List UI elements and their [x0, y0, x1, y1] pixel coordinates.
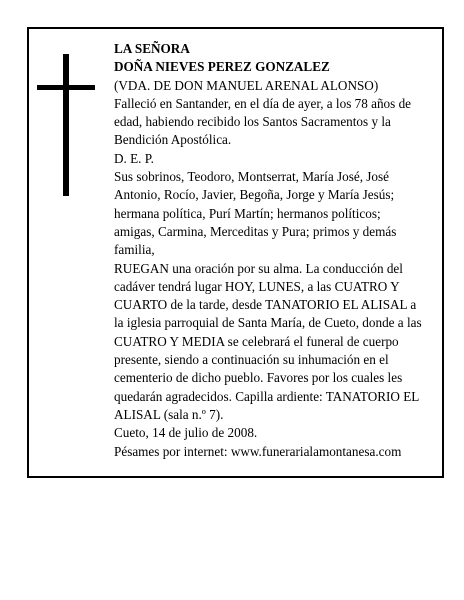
death-statement: Falleció en Santander, en el día de ayer, a los 78 años de edad, habiendo recibido los Santos Sacramentos y la Bendición Apostólica.: [114, 95, 412, 148]
family-list: Sus sobrinos, Teodoro, Montserrat, María José, José Antonio, Rocío, Javier, Begoña, Jorge y María Jesús; hermana política, Purí Martín; hermanos políticos; amigas, Carmina, Merceditas y Pura; primos y demás familia,: [114, 169, 397, 258]
deceased-name: DOÑA NIEVES PEREZ GONZALEZ: [114, 59, 330, 75]
obituary-text: [114, 40, 424, 461]
condolences-line: Pésames por internet: www.funerarialamontanesa.com: [114, 443, 402, 459]
funeral-request: RUEGAN una oración por su alma. La conducción del cadáver tendrá lugar HOY, LUNES, a las CUATRO Y CUARTO de la tarde, desde TANATORIO EL ALISAL a la iglesia parroquial de Santa María, de Cueto, donde a las CUATRO Y MEDIA se celebrará el funeral de cuerpo presente, siendo a continuación su inhumación en el cementerio de dicho pueblo. Favores por los cuales les quedarán agradecidos. Capilla ardiente: TANATORIO EL ALISAL (sala n.º 7).: [114, 260, 422, 422]
place-date: Cueto, 14 de julio de 2008.: [114, 425, 258, 441]
notice-title: LA SEÑORA: [114, 41, 190, 56]
widow-of: (VDA. DE DON MANUEL ARENAL ALONSO): [114, 77, 379, 93]
cross-icon-bar: [37, 85, 95, 90]
dep-text: D. E. P.: [114, 150, 154, 166]
cross-icon: [63, 54, 69, 196]
